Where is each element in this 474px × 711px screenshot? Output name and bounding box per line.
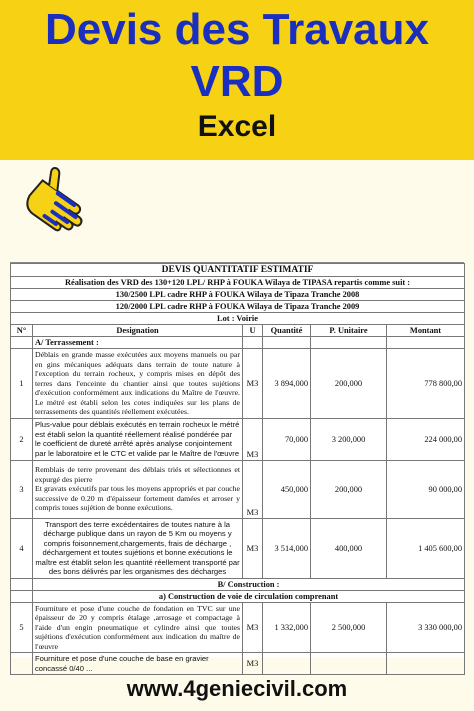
row-amount: 778 800,00 <box>387 349 465 419</box>
row-number: 1 <box>11 349 33 419</box>
section-terrassement: A/ Terrassement : <box>33 337 243 349</box>
table-row <box>11 518 465 578</box>
col-quantity: Quantité <box>263 325 311 337</box>
pointing-hand-icon <box>22 174 102 236</box>
row-unit: M3 <box>243 349 263 419</box>
row-amount: 3 330 000,00 <box>387 602 465 653</box>
row-unit-price: 2 500,000 <box>311 602 387 653</box>
row-designation: Plus-value pour déblais exécutés en terrain rocheux le métré est établi selon la quantité réellement réalisé pondérée par le coefficient de dureté arrêté après analyse conjointement par le laboratoire et le CTC et valide par le Maître de l'œuvre <box>33 418 243 460</box>
row-quantity: 450,000 <box>263 460 311 518</box>
section-construction: B/ Construction : <box>33 578 465 590</box>
row-number: 3 <box>11 460 33 518</box>
page-title-vrd: VRD <box>190 57 284 106</box>
row-designation: Remblais de terre provenant des déblais triés et sélectionnes et expurgé des pierre Et gravats exécutifs par tous les moyens appropriés et par couche successive de 0.20 m d'épaisseur fortement damées et arroser y compris toues sujétion de bonne exécutions. <box>33 460 243 518</box>
row-designation: Transport des terre excédentaires de toutes nature à la décharge publique dans un rayon de 5 Km ou moyens y compris foisonnement,chargements, frais de décharge , déchargement et toutes sujétions et bonne exécutions le maître est établit selon les quantité réellement transporté par des bons délivrés par les organismes des décharges <box>33 518 243 578</box>
page-subtitle: Excel <box>197 110 277 143</box>
sheet-line-a: 130/2500 LPL cadre RHP à FOUKA Wilaya de Tipaza Tranche 2008 <box>11 289 465 301</box>
row-unit: M3 <box>243 418 263 460</box>
row-unit: M3 <box>243 602 263 653</box>
table-row <box>11 460 465 518</box>
row-quantity: 3 514,000 <box>263 518 311 578</box>
website-link[interactable]: www.4geniecivil.com <box>126 676 348 701</box>
table-row <box>11 602 465 653</box>
sheet-title: DEVIS QUANTITATIF ESTIMATIF <box>11 264 465 277</box>
table-row <box>11 349 465 419</box>
col-designation: Designation <box>33 325 243 337</box>
row-number: 2 <box>11 418 33 460</box>
row-quantity: 1 332,000 <box>263 602 311 653</box>
row-designation: Fourniture et pose d'une couche de fondation en TVC sur une épaisseur de 20 y compris étalage ,arrosage et compactage à l'aide d'un engin pneumatique et cylindre ainsi que toutes sujétions d'exécution conformément aux indication du maître de l'œuvre <box>33 602 243 653</box>
spreadsheet-preview <box>10 262 464 673</box>
row-quantity: 70,000 <box>263 418 311 460</box>
table-row <box>11 653 465 675</box>
section-construction-sub: a) Construction de voie de circulation comprenant <box>33 590 465 602</box>
row-designation: Déblais en grande masse exécutées aux moyens manuels ou par en gins mécaniques adéquats dans terrain de toute nature à l'exception du terrain rocheux, y compris mises en dépôt des terres dans l'enceinte du chantier ainsi que toutes sujétions d'exécution conformément aux indications du Maître de l'œuvre. Le métré est établi selon les cotes indiquées sur les plans de terrassements des quantités réellement exécutées. <box>33 349 243 419</box>
row-number: 4 <box>11 518 33 578</box>
row-number: 5 <box>11 602 33 653</box>
col-number: N° <box>11 325 33 337</box>
row-unit-price: 200,000 <box>311 460 387 518</box>
sheet-line-b: 120/2000 LPL cadre RHP à FOUKA Wilaya de Tipaza Tranche 2009 <box>11 301 465 313</box>
col-amount: Montant <box>387 325 465 337</box>
row-amount: 90 000,00 <box>387 460 465 518</box>
sheet-lot: Lot : Voirie <box>11 313 465 325</box>
row-amount: 1 405 600,00 <box>387 518 465 578</box>
row-designation: Fourniture et pose d'une couche de base en gravier concassé 0/40 ... <box>33 653 243 675</box>
row-unit: M3 <box>243 518 263 578</box>
row-unit-price: 400,000 <box>311 518 387 578</box>
page-title: Devis des Travaux <box>44 5 429 54</box>
row-unit: M3 <box>243 460 263 518</box>
row-unit-price: 200,000 <box>311 349 387 419</box>
col-unit: U <box>243 325 263 337</box>
row-amount: 224 000,00 <box>387 418 465 460</box>
row-quantity: 3 894,000 <box>263 349 311 419</box>
estimate-table <box>10 263 465 675</box>
table-header <box>11 325 465 337</box>
row-unit-price: 3 200,000 <box>311 418 387 460</box>
table-row <box>11 418 465 460</box>
sheet-subtitle: Réalisation des VRD des 130+120 LPL/ RHP à FOUKA Wilaya de TIPASA repartis comme suit : <box>11 277 465 289</box>
col-unit-price: P. Unitaire <box>311 325 387 337</box>
row-unit: M3 <box>243 653 263 675</box>
